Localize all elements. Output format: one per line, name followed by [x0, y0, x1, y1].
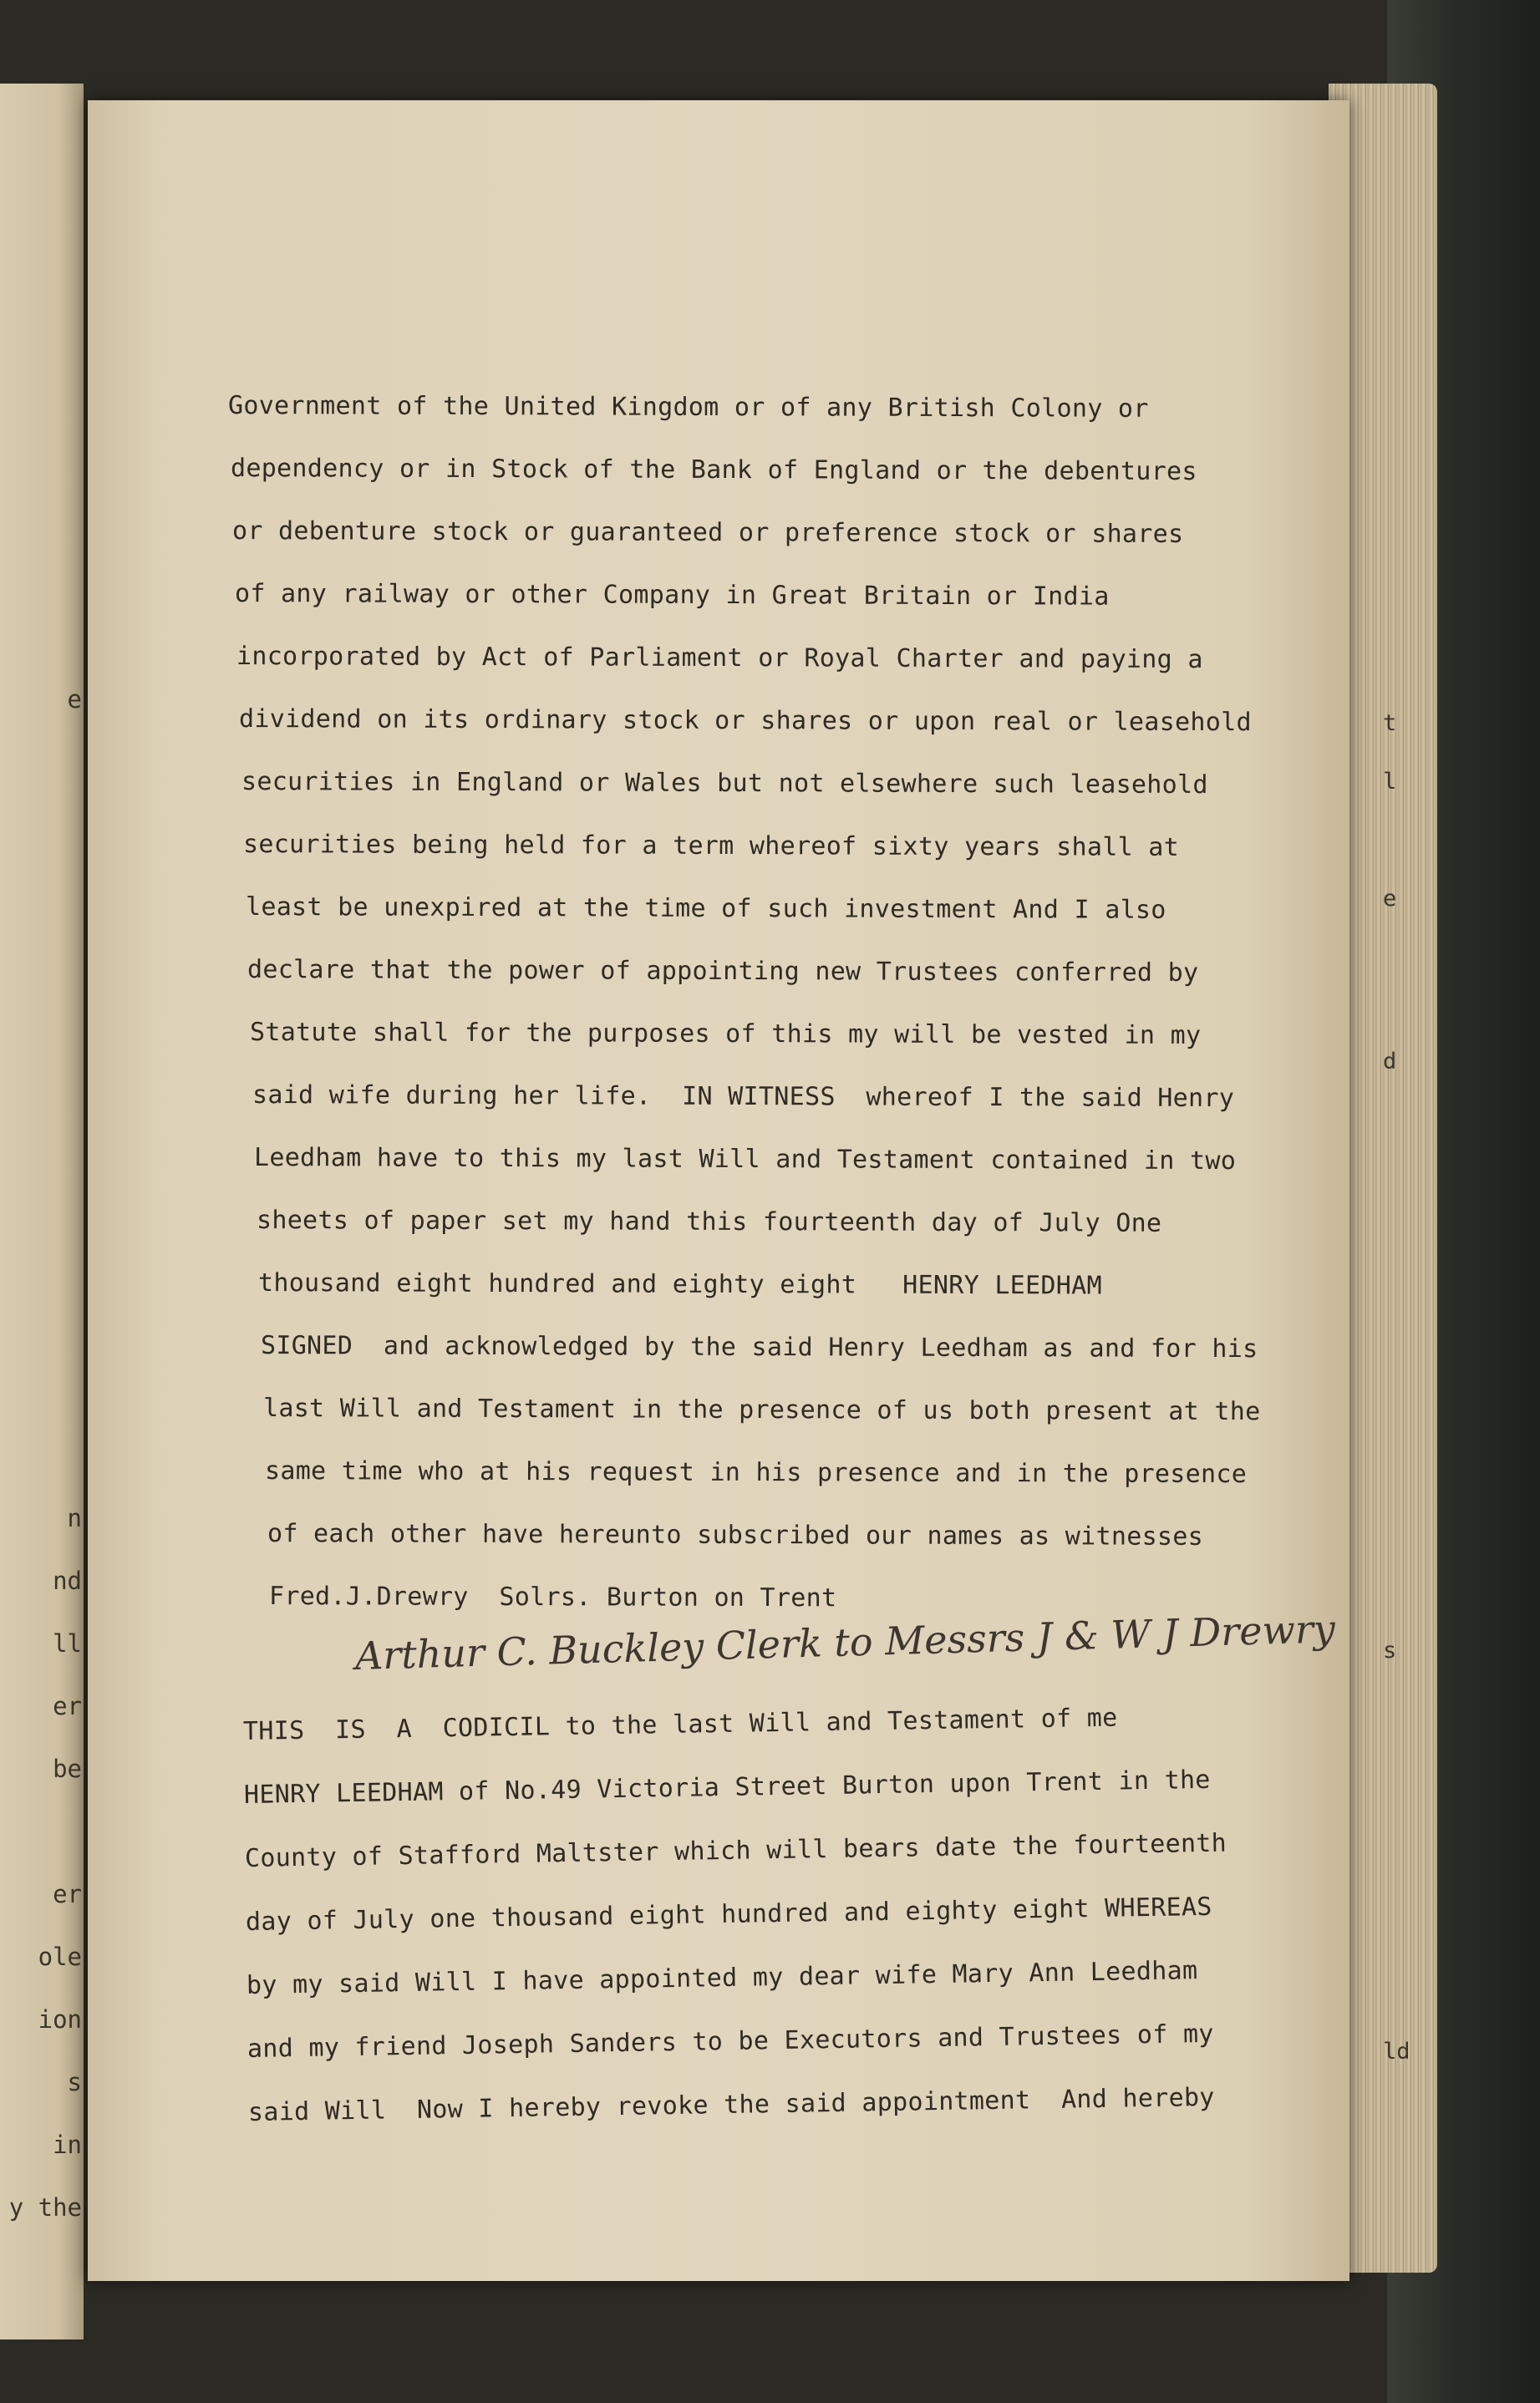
will-text-line: Statute shall for the purposes of this my will be vested in my: [249, 1018, 1202, 1050]
left-page: [0, 84, 84, 2339]
codicil-text-line: day of July one thousand eight hundred and eighty eight WHEREAS: [245, 1892, 1212, 1937]
codicil-text-line: County of Stafford Maltster which will bears date the fourteenth: [244, 1828, 1227, 1873]
will-text-line: SIGNED and acknowledged by the said Henry Leedham as and for his: [260, 1331, 1258, 1364]
left-page-fragment: e: [67, 685, 82, 714]
page-edge-fragment: ld: [1383, 2039, 1410, 2065]
will-text-line: incorporated by Act of Parliament or Royal Charter and paying a: [236, 642, 1204, 675]
page-edge-fragment: e: [1383, 886, 1397, 912]
will-text-line: same time who at his request in his presence and in the presence: [265, 1456, 1248, 1490]
codicil-text-line: THIS IS A CODICIL to the last Will and Testament of me: [242, 1703, 1118, 1746]
witness-signature: Arthur C. Buckley Clerk to Messrs J & W J Drewry: [354, 1606, 1336, 1679]
will-text-line: said wife during her life. IN WITNESS whereof I the said Henry: [252, 1080, 1234, 1114]
will-text-line: or debenture stock or guaranteed or preference stock or shares: [232, 516, 1184, 549]
will-text-line: declare that the power of appointing new Trustees conferred by: [247, 955, 1199, 988]
left-page-fragment: ll: [53, 1629, 82, 1658]
will-text-line: securities in England or Wales but not elsewhere such leasehold: [241, 767, 1208, 800]
left-page-fragment: nd: [53, 1567, 82, 1595]
will-text-line: securities being held for a term whereof sixty years shall at: [243, 830, 1180, 862]
left-page-fragment: in: [53, 2131, 82, 2159]
codicil-text-line: by my said Will I have appointed my dear wife Mary Ann Leedham: [246, 1956, 1198, 2000]
will-text-line: of any railway or other Company in Great Britain or India: [234, 579, 1110, 612]
page-edge-fragment: l: [1383, 769, 1397, 795]
left-page-fragment: y the: [8, 2193, 82, 2222]
left-page-fragment: be: [53, 1755, 82, 1783]
page-edge-fragment: s: [1383, 1638, 1397, 1664]
will-text-line: least be unexpired at the time of such investment And I also: [245, 892, 1166, 925]
codicil-text-line: said Will Now I hereby revoke the said appointment And hereby: [247, 2082, 1215, 2127]
left-page-fragment: n: [67, 1504, 82, 1532]
will-text-line: last Will and Testament in the presence of us both present at the: [262, 1394, 1261, 1427]
document-page: [88, 100, 1349, 2281]
left-page-fragment: er: [53, 1880, 82, 1908]
will-text-line: dividend on its ordinary stock or shares or upon real or leasehold: [238, 704, 1252, 738]
will-text-line: dependency or in Stock of the Bank of England or the debentures: [230, 454, 1197, 487]
page-edge-fragment: t: [1383, 710, 1397, 736]
left-page-fragment: s: [67, 2068, 82, 2096]
codicil-text-line: HENRY LEEDHAM of No.49 Victoria Street Burton upon Trent in the: [243, 1765, 1211, 1810]
will-text-line: Fred.J.Drewry Solrs. Burton on Trent: [269, 1582, 837, 1613]
left-page-fragment: ole: [38, 1943, 82, 1971]
codicil-text-line: and my friend Joseph Sanders to be Executors and Trustees of my: [247, 2019, 1214, 2064]
page-edge-fragment: d: [1383, 1049, 1397, 1074]
will-text-line: of each other have hereunto subscribed our names as witnesses: [267, 1519, 1203, 1552]
will-text-line: Government of the United Kingdom or of any British Colony or: [227, 391, 1149, 424]
will-text-line: thousand eight hundred and eighty eight HENRY LEEDHAM: [258, 1268, 1103, 1301]
left-page-fragment: er: [53, 1692, 82, 1720]
left-page-fragment: ion: [38, 2005, 82, 2034]
will-text-line: Leedham have to this my last Will and Testament contained in two: [254, 1143, 1237, 1176]
will-text-line: sheets of paper set my hand this fourteenth day of July One: [256, 1206, 1162, 1238]
